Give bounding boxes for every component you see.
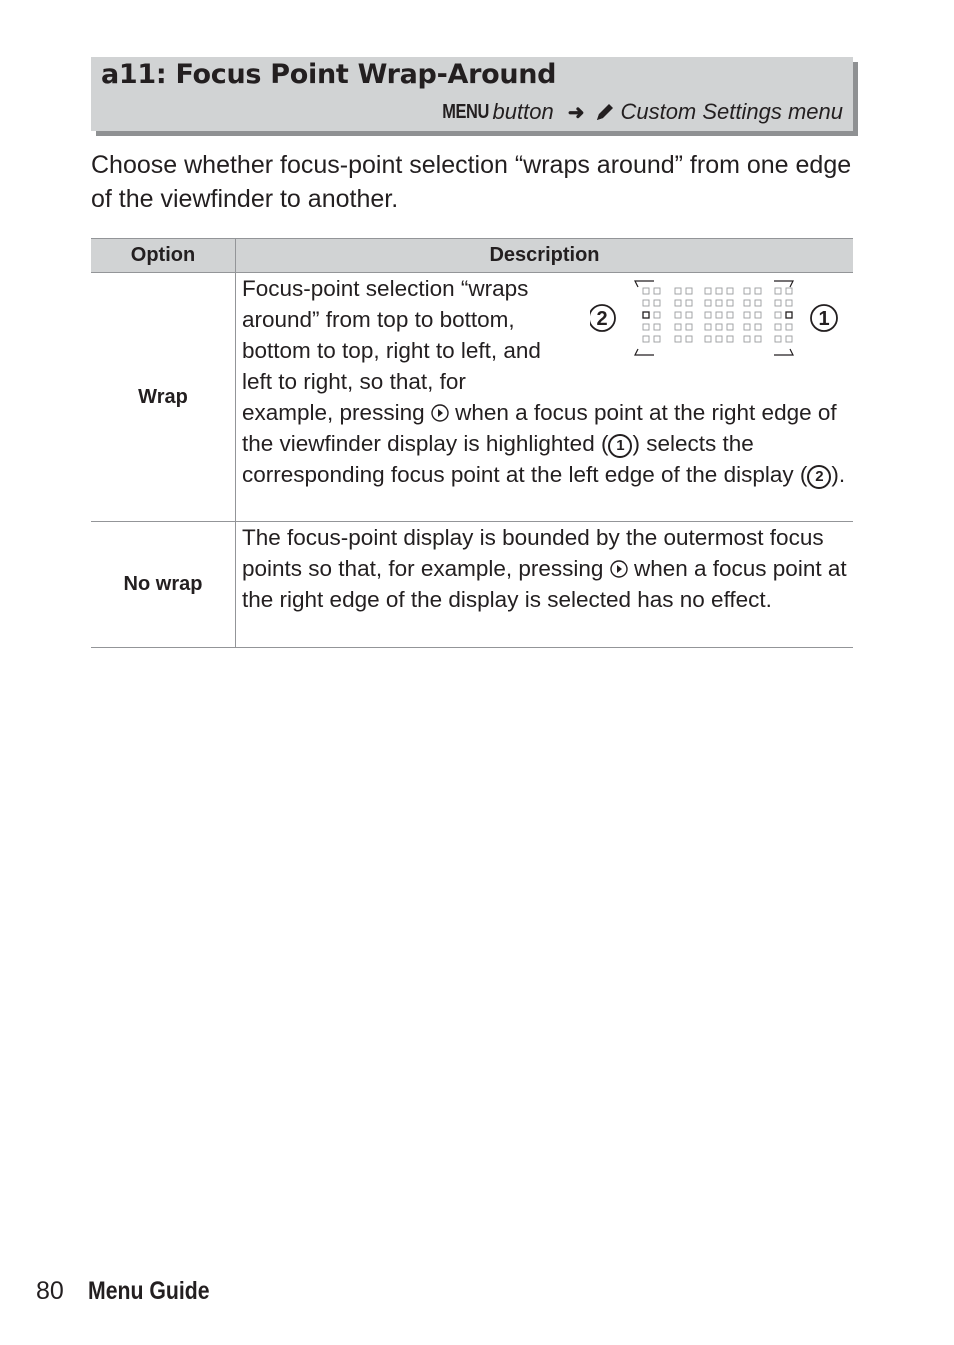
- focus-point: [775, 288, 781, 294]
- section-header: [91, 57, 853, 131]
- text-line: bottom to top, right to left, and: [242, 338, 541, 363]
- section-title: a11: Focus Point Wrap-Around: [101, 59, 557, 90]
- focus-point: [686, 312, 692, 318]
- table-header-row: [91, 239, 853, 273]
- focus-point: [716, 300, 722, 306]
- focus-point: [727, 324, 733, 330]
- focus-point: [786, 288, 792, 294]
- page-number: 80: [36, 1277, 64, 1305]
- text-span: example, pressing: [242, 400, 431, 425]
- page-footer: [36, 1277, 231, 1306]
- option-description: [236, 522, 854, 648]
- wrap-description-top: [242, 273, 582, 397]
- focus-point: [675, 312, 681, 318]
- focus-point: [744, 288, 750, 294]
- highlighted-focus-point: [643, 312, 649, 318]
- focus-point: [744, 300, 750, 306]
- pencil-icon: [594, 101, 616, 123]
- no-wrap-description: [242, 522, 852, 615]
- callout-2: [590, 305, 615, 331]
- focus-point: [705, 288, 711, 294]
- focus-point: [755, 336, 761, 342]
- focus-point: [643, 288, 649, 294]
- option-name: Wrap: [91, 273, 236, 522]
- option-name: No wrap: [91, 522, 236, 648]
- focus-point: [744, 324, 750, 330]
- multi-selector-right-icon: [610, 560, 628, 578]
- focus-point: [705, 324, 711, 330]
- focus-point: [716, 288, 722, 294]
- callout-1-label: 1: [818, 308, 830, 330]
- focus-point: [786, 324, 792, 330]
- column-header-description: Description: [236, 239, 854, 273]
- text-span: ) selects the corresponding focus point at the left edge of the display (: [242, 431, 808, 487]
- focus-point: [686, 300, 692, 306]
- focus-point: [755, 300, 761, 306]
- column-header-option: Option: [91, 239, 236, 273]
- focus-point: [705, 312, 711, 318]
- focus-point: [775, 336, 781, 342]
- focus-point: [755, 324, 761, 330]
- focus-point: [716, 312, 722, 318]
- focus-point: [654, 336, 660, 342]
- focus-point: [744, 336, 750, 342]
- focus-point: [654, 288, 660, 294]
- focus-point: [643, 336, 649, 342]
- focus-point: [727, 336, 733, 342]
- table-row: [91, 273, 853, 522]
- intro-paragraph: Choose whether focus-point selection “wraps around” from one edge of the viewfinder to another.: [91, 151, 852, 213]
- text-line: left to right, so that, for: [242, 369, 466, 394]
- options-table: [91, 238, 853, 648]
- focus-point: [686, 288, 692, 294]
- path-button-text: button: [492, 99, 554, 124]
- focus-point: [654, 324, 660, 330]
- focus-point: [705, 336, 711, 342]
- focus-point: [675, 288, 681, 294]
- focus-point: [675, 300, 681, 306]
- callout-2-label: 2: [596, 308, 608, 330]
- focus-point: [716, 324, 722, 330]
- text-line: around” from top to bottom,: [242, 307, 515, 332]
- focus-point: [786, 336, 792, 342]
- path-menu-text: Custom Settings menu: [620, 99, 843, 124]
- text-span: when a focus point at the right edge of the display is selected has no effect.: [242, 556, 847, 612]
- menu-path: [432, 99, 843, 125]
- focus-point: [643, 300, 649, 306]
- focus-point: [775, 300, 781, 306]
- focus-point-diagram: [590, 279, 850, 359]
- focus-point: [755, 288, 761, 294]
- text-span: The focus-point display is bounded by the outermost focus points so that, for example, pressing: [242, 525, 824, 581]
- callout-2-inline: 2: [807, 465, 831, 489]
- table-row: [91, 522, 853, 648]
- focus-point: [775, 312, 781, 318]
- text-line: Focus-point selection “wraps: [242, 276, 529, 301]
- highlighted-focus-point: [786, 312, 792, 318]
- focus-point: [755, 312, 761, 318]
- focus-point: [727, 288, 733, 294]
- focus-point: [675, 324, 681, 330]
- focus-point: [727, 300, 733, 306]
- arrow-icon: ➜: [567, 101, 585, 124]
- focus-point: [654, 300, 660, 306]
- text-span: ).: [831, 462, 846, 487]
- focus-point: [775, 324, 781, 330]
- focus-point: [744, 312, 750, 318]
- focus-point: [705, 300, 711, 306]
- menu-button-label: MENU: [441, 100, 489, 123]
- multi-selector-right-icon: [431, 404, 449, 422]
- callout-1: [811, 305, 837, 331]
- option-description: [236, 273, 854, 522]
- focus-point: [686, 336, 692, 342]
- focus-point: [654, 312, 660, 318]
- focus-point-grid: [643, 288, 792, 342]
- focus-point: [675, 336, 681, 342]
- footer-section-name: Menu Guide: [87, 1277, 210, 1305]
- focus-point: [786, 300, 792, 306]
- focus-point: [643, 324, 649, 330]
- callout-1-inline: 1: [608, 434, 632, 458]
- focus-point: [727, 312, 733, 318]
- focus-point: [716, 336, 722, 342]
- focus-point: [686, 324, 692, 330]
- wrap-description-rest: [242, 397, 852, 490]
- text-span: when a focus point at the right edge of the viewfinder display is highlighted (: [242, 400, 837, 456]
